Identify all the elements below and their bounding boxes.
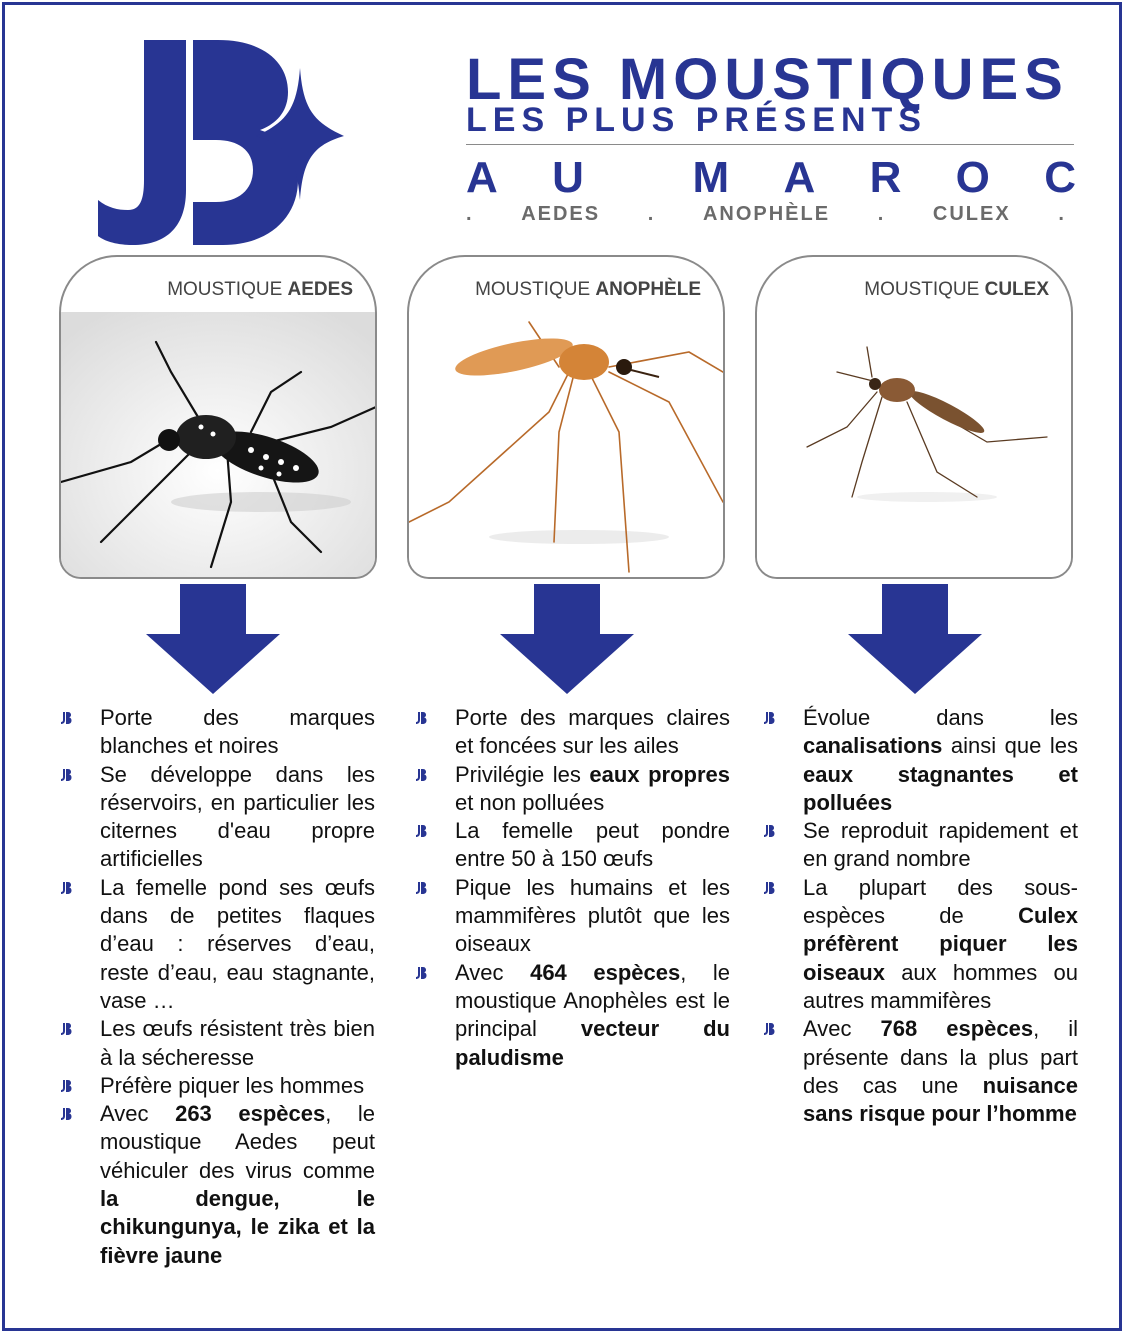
list-item bbox=[60, 704, 375, 761]
jb-bullet-icon bbox=[415, 966, 429, 980]
jb-bullet-icon bbox=[60, 881, 74, 895]
list-item-text: , il présente dans la plus part des cas une bbox=[803, 1016, 1079, 1098]
list-item bbox=[415, 704, 730, 761]
column-culex bbox=[763, 704, 1078, 1128]
list-item-text: La plupart des sous-espèces de bbox=[803, 874, 1078, 929]
list-item bbox=[763, 874, 1078, 1015]
card-label-prefix: MOUSTIQUE bbox=[864, 279, 980, 300]
list-item-text: Porte des marques blanches et noires bbox=[100, 705, 375, 759]
jb-bullet-icon bbox=[763, 1022, 777, 1036]
title-letter: A bbox=[466, 153, 498, 202]
subtitle-item: ANOPHÈLE bbox=[702, 203, 831, 225]
list-item-text-bold: eaux stagnantes et polluées bbox=[803, 761, 1078, 815]
bullet-list bbox=[415, 704, 730, 1072]
title-letter: O bbox=[955, 153, 990, 202]
list-item-text: , le moustique Aedes peut véhiculer des virus comme bbox=[100, 1101, 375, 1183]
title-letter: M bbox=[692, 153, 730, 202]
card-aedes bbox=[59, 255, 377, 579]
list-item-text: , le moustique Anophèles est le principal bbox=[455, 959, 730, 1042]
subtitle-item: CULEX bbox=[932, 203, 1011, 225]
title-letter: A bbox=[783, 153, 816, 202]
list-item-text: Privilégie les bbox=[455, 761, 590, 787]
title-line-2: LES PLUS PRÉSENTS bbox=[466, 101, 927, 139]
column-aedes bbox=[60, 704, 375, 1270]
list-item-text: Évolue dans les bbox=[803, 705, 1078, 730]
list-item-text: ainsi que les bbox=[942, 733, 1078, 759]
aedes-mosquito-image bbox=[61, 312, 375, 577]
list-item bbox=[415, 959, 730, 1072]
title-line-3 bbox=[466, 154, 1076, 202]
card-label-name: AEDES bbox=[287, 279, 353, 300]
jb-bullet-icon bbox=[60, 1107, 74, 1121]
card-label-name: ANOPHÈLE bbox=[595, 279, 701, 300]
card-label-prefix: MOUSTIQUE bbox=[475, 279, 591, 300]
list-item-text-bold: nuisance sans risque pour l’homme bbox=[803, 1072, 1078, 1127]
arrow-down-icon bbox=[146, 584, 280, 694]
card-label-name: CULEX bbox=[984, 279, 1049, 300]
title-letter: R bbox=[869, 153, 902, 202]
title-letter: U bbox=[552, 153, 584, 202]
jb-bullet-icon bbox=[415, 824, 429, 838]
list-item bbox=[763, 1015, 1078, 1128]
jb-bullet-icon bbox=[60, 711, 74, 725]
jb-bullet-icon bbox=[763, 824, 777, 838]
jb-bullet-icon bbox=[60, 768, 74, 782]
list-item-text: Préfère piquer les hommes bbox=[100, 1072, 365, 1098]
card-label bbox=[167, 279, 353, 301]
list-item-text-bold: canalisations bbox=[803, 733, 943, 759]
list-item bbox=[60, 761, 375, 874]
jb-bullet-icon bbox=[763, 881, 777, 895]
jb-bullet-icon bbox=[763, 711, 777, 725]
list-item bbox=[763, 704, 1078, 817]
jb-bullet-icon bbox=[415, 768, 429, 782]
subtitle-species bbox=[466, 202, 1066, 226]
list-item-text-bold: eaux propres bbox=[589, 761, 730, 787]
subtitle-item: . bbox=[466, 203, 474, 225]
list-item bbox=[415, 874, 730, 959]
list-item bbox=[60, 1072, 375, 1100]
jb-bullet-icon bbox=[60, 1079, 74, 1093]
list-item-text: Se développe dans les réservoirs, en particulier les citernes d'eau propre artificielles bbox=[100, 761, 375, 872]
list-item-text: Avec bbox=[455, 959, 531, 985]
subtitle-item: . bbox=[1058, 203, 1066, 225]
list-item-text: aux hommes ou autres mammifères bbox=[803, 959, 1078, 1013]
column-anophele bbox=[415, 704, 730, 1072]
list-item bbox=[60, 874, 375, 1015]
list-item bbox=[415, 817, 730, 874]
list-item-text-bold: vecteur du paludisme bbox=[455, 1016, 730, 1070]
list-item-text-bold: Culex préfèrent piquer les oiseaux bbox=[803, 903, 1078, 985]
anophele-mosquito-image bbox=[409, 312, 723, 577]
list-item-text: La femelle peut pondre entre 50 à 150 œufs bbox=[455, 818, 730, 872]
list-item bbox=[415, 761, 730, 818]
jb-bullet-icon bbox=[60, 1022, 74, 1036]
list-item-text: Les œufs résistent très bien à la sécheresse bbox=[100, 1016, 375, 1070]
title-line-1: LES MOUSTIQUES bbox=[466, 47, 1069, 112]
list-item-text-bold: 464 espèces bbox=[530, 959, 681, 985]
card-anophele bbox=[407, 255, 725, 579]
subtitle-item: AEDES bbox=[521, 203, 601, 225]
card-label-prefix: MOUSTIQUE bbox=[167, 279, 283, 300]
culex-mosquito-image bbox=[757, 312, 1071, 577]
bullet-list bbox=[60, 704, 375, 1270]
list-item bbox=[763, 817, 1078, 874]
list-item-text: Porte des marques claires et foncées sur les ailes bbox=[455, 705, 730, 759]
list-item-text: Avec bbox=[100, 1101, 176, 1127]
subtitle-item: . bbox=[877, 203, 886, 225]
list-item-text: La femelle pond ses œufs dans de petites flaques d’eau : réserves d’eau, reste d’eau, eau stagnante, vase … bbox=[100, 874, 375, 1013]
list-item-text: et non polluées bbox=[455, 789, 605, 815]
list-item bbox=[60, 1100, 375, 1270]
list-item bbox=[60, 1015, 375, 1072]
subtitle-item: . bbox=[647, 203, 656, 225]
list-item-text-bold: 263 espèces bbox=[175, 1101, 326, 1127]
list-item-text: Avec bbox=[803, 1016, 881, 1042]
card-label bbox=[475, 279, 701, 301]
list-item-text-bold: la dengue, le chikungunya, le zika et la fièvre jaune bbox=[100, 1186, 375, 1268]
list-item-text: Se reproduit rapidement et en grand nombre bbox=[803, 818, 1078, 872]
list-item-text: Pique les humains et les mammifères plutôt que les oiseaux bbox=[455, 874, 730, 957]
card-label bbox=[864, 279, 1049, 301]
bullet-list bbox=[763, 704, 1078, 1128]
arrow-down-icon bbox=[848, 584, 982, 694]
jb-bullet-icon bbox=[415, 881, 429, 895]
card-culex bbox=[755, 255, 1073, 579]
title-letter: C bbox=[1044, 153, 1076, 202]
jb-bullet-icon bbox=[415, 711, 429, 725]
list-item-text-bold: 768 espèces bbox=[880, 1016, 1034, 1042]
title-divider bbox=[466, 144, 1074, 145]
jb-logo bbox=[98, 40, 344, 245]
arrow-down-icon bbox=[500, 584, 634, 694]
